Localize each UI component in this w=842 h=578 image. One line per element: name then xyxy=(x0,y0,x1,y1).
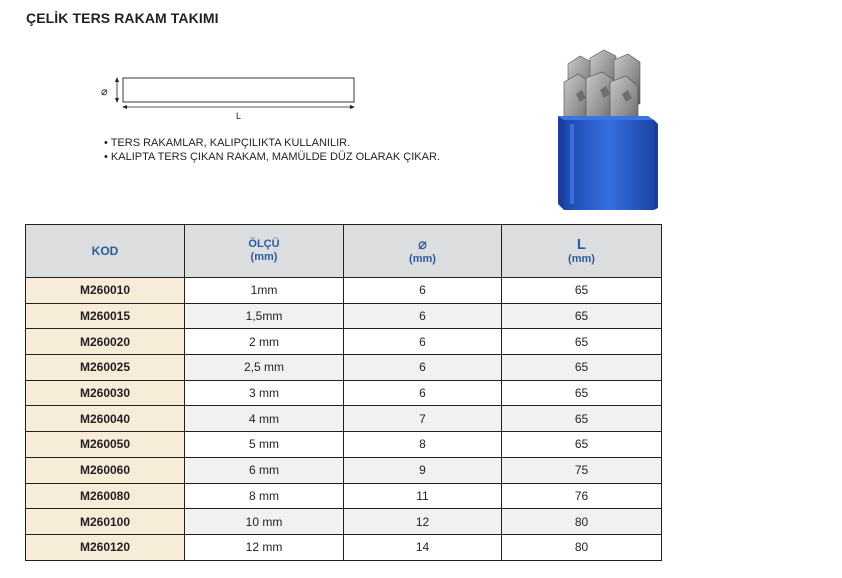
cell-l: 65 xyxy=(502,355,662,381)
note-item: • KALIPTA TERS ÇIKAN RAKAM, MAMÜLDE DÜZ OLARAK ÇIKAR. xyxy=(104,151,440,163)
cell-kod: M260020 xyxy=(26,329,185,355)
cell-square: 11 xyxy=(344,483,502,509)
cell-square: 8 xyxy=(344,432,502,458)
column-header-l: L (mm) xyxy=(502,225,662,278)
table-body xyxy=(26,278,662,561)
cell-olcu: 2 mm xyxy=(185,329,344,355)
steel-stamp-set-in-blue-box-icon xyxy=(550,44,662,214)
cell-l: 80 xyxy=(502,534,662,560)
cell-square: 6 xyxy=(344,329,502,355)
cell-kod: M260100 xyxy=(26,509,185,535)
table-row xyxy=(26,457,662,483)
cell-olcu: 5 mm xyxy=(185,432,344,458)
cell-square: 6 xyxy=(344,303,502,329)
cell-square: 6 xyxy=(344,380,502,406)
cell-square: 12 xyxy=(344,509,502,535)
cell-olcu: 4 mm xyxy=(185,406,344,432)
table-row xyxy=(26,483,662,509)
cell-olcu: 1,5mm xyxy=(185,303,344,329)
cell-kod: M260080 xyxy=(26,483,185,509)
cell-l: 75 xyxy=(502,457,662,483)
table-row xyxy=(26,534,662,560)
cell-l: 65 xyxy=(502,278,662,304)
blue-storage-box xyxy=(558,116,658,210)
table-row xyxy=(26,509,662,535)
column-header-olcu: ÖLÇÜ (mm) xyxy=(185,225,344,278)
product-spec-table xyxy=(25,224,662,561)
square-size-symbol: ⌀ xyxy=(101,85,108,98)
length-arrow-left xyxy=(122,105,127,109)
table-row xyxy=(26,329,662,355)
cell-l: 76 xyxy=(502,483,662,509)
table-row xyxy=(26,432,662,458)
cell-l: 65 xyxy=(502,432,662,458)
cell-olcu: 1mm xyxy=(185,278,344,304)
note-item: • TERS RAKAMLAR, KALIPÇILIKTA KULLANILIR. xyxy=(104,137,351,149)
table-row xyxy=(26,380,662,406)
cell-kod: M260120 xyxy=(26,534,185,560)
cell-square: 6 xyxy=(344,355,502,381)
column-header-kod: KOD xyxy=(26,225,185,278)
cell-kod: M260060 xyxy=(26,457,185,483)
page-title: ÇELİK TERS RAKAM TAKIMI xyxy=(26,10,219,26)
stamp-bar-outline xyxy=(123,78,354,102)
notes-list xyxy=(104,136,440,164)
cell-olcu: 2,5 mm xyxy=(185,355,344,381)
dimension-diagram xyxy=(100,72,362,122)
cell-olcu: 10 mm xyxy=(185,509,344,535)
table-row xyxy=(26,406,662,432)
cell-olcu: 6 mm xyxy=(185,457,344,483)
column-header-square: ⌀ (mm) xyxy=(344,225,502,278)
cell-l: 80 xyxy=(502,509,662,535)
table-row xyxy=(26,278,662,304)
cell-kod: M260040 xyxy=(26,406,185,432)
cell-olcu: 12 mm xyxy=(185,534,344,560)
cell-kod: M260010 xyxy=(26,278,185,304)
height-arrow-bottom xyxy=(115,98,119,103)
cell-square: 14 xyxy=(344,534,502,560)
cell-olcu: 3 mm xyxy=(185,380,344,406)
cell-kod: M260030 xyxy=(26,380,185,406)
cell-l: 65 xyxy=(502,329,662,355)
square-size-icon: ⌀ xyxy=(417,235,428,253)
cell-olcu: 8 mm xyxy=(185,483,344,509)
length-arrow-right xyxy=(350,105,355,109)
cell-kod: M260025 xyxy=(26,355,185,381)
table-row xyxy=(26,355,662,381)
cell-square: 6 xyxy=(344,278,502,304)
table-header-row xyxy=(26,225,662,278)
cell-l: 65 xyxy=(502,380,662,406)
cell-square: 9 xyxy=(344,457,502,483)
cell-l: 65 xyxy=(502,406,662,432)
table-row xyxy=(26,303,662,329)
cell-square: 7 xyxy=(344,406,502,432)
cell-kod: M260015 xyxy=(26,303,185,329)
height-arrow-top xyxy=(115,77,119,82)
length-label: L xyxy=(236,111,242,121)
cell-kod: M260050 xyxy=(26,432,185,458)
cell-l: 65 xyxy=(502,303,662,329)
